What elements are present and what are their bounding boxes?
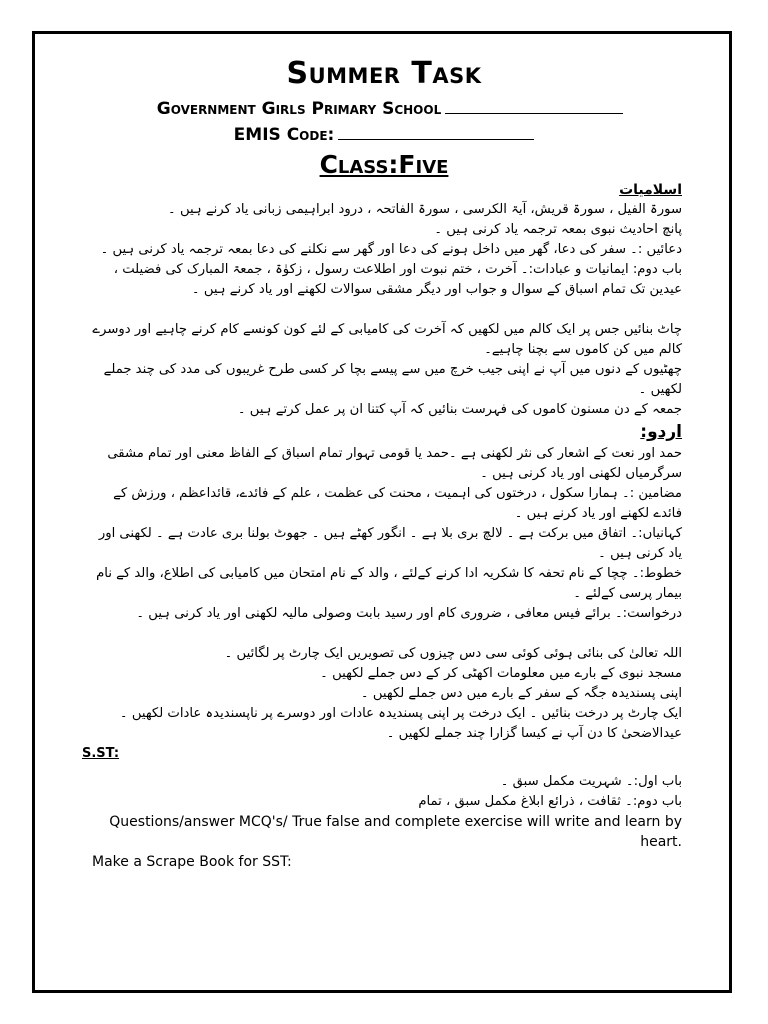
urdu-heading: اردو:	[640, 422, 682, 442]
spacer	[92, 300, 682, 320]
islamiat-heading: اسلامیات	[619, 182, 682, 198]
islamiat-line-4: باب دوم: ایمانیات و عبادات:۔ آخرت ، ختم نبوت اور اطلاعت رسول ، زکوٰۃ ، جمعۃ المبارک کی فضیلت ، عیدین تک تمام اسباق کے سوال و جواب اور دیگر مشقی سوالات لکھنے اور یاد کرنے ہیں ۔	[113, 262, 682, 297]
islamiat-line-6: چھٹیوں کے دنوں میں آپ نے اپنی جیب خرچ میں سے پیسے بچا کر کسی طرح غریبوں کی مدد کی چند جملے لکھیں ۔	[103, 362, 682, 397]
school-name: Government Girls Primary School	[156, 99, 442, 119]
school-name-blank	[445, 99, 623, 114]
urdu-line-2: مضامین :۔ ہمارا سکول ، درختوں کی اہمیت ، محنت کی عظمت ، علم کے فائدے، قائداعظم ، ورزش کے فائدے لکھنے اور یاد کرنے ہیں ۔	[113, 486, 682, 521]
islamiat-line-1: سورۃ الفیل ، سورۃ قریش، آیۃ الکرسی ، سورۃ الفاتحہ ، درود ابراہیمی زبانی یاد کرنے ہیں ۔	[168, 202, 682, 217]
class-heading: Class:Five	[319, 150, 449, 179]
spacer	[92, 624, 682, 644]
emis-code-blank	[338, 125, 534, 140]
task-content	[82, 180, 682, 872]
sst-questions: Questions/answer MCQ's/ True false and complete exercise will write and learn by heart.	[109, 814, 682, 850]
urdu-line-1: حمد اور نعت کے اشعار کی نثر لکھنی ہے ۔حمد یا قومی تہوار تمام اسباق کے الفاظ معنی اور تمام مشقی سرگرمیاں لکھنی اور یاد کرنی ہیں ۔	[107, 446, 682, 481]
emis-code-line	[40, 125, 728, 145]
sst-heading: S.ST:	[82, 746, 120, 761]
sst-line-2: باب دوم:۔ ثقافت ، ذرائع ابلاغ مکمل سبق ، تمام	[418, 794, 682, 809]
urdu-line-6: اللہ تعالیٰ کی بنائی ہوئی کوئی سی دس چیزوں کی تصویریں ایک چارٹ پر لگائیں ۔	[224, 646, 682, 661]
urdu-line-8: اپنی پسندیدہ جگہ کے سفر کے بارے میں دس جملے لکھیں ۔	[360, 686, 682, 701]
sst-scrapbook: Make a Scrape Book for SST:	[92, 854, 292, 870]
urdu-line-4: خطوط:۔ چچا کے نام تحفہ کا شکریہ ادا کرنے کےلئے ، والد کے نام امتحان میں کامیابی کی اطلاع، والد کے نام بیمار پرسی کےلئے ۔	[96, 566, 682, 601]
spacer	[92, 764, 682, 772]
urdu-line-10: عیدالاضحیٰ کا دن آپ نے کیسا گزارا چند جملے لکھیں ۔	[386, 726, 682, 741]
islamiat-line-2: پانچ احادیث نبوی بمعہ ترجمہ یاد کرنی ہیں ۔	[434, 222, 682, 237]
emis-code-label: EMIS Code:	[233, 125, 335, 145]
page-title: Summer Task	[286, 56, 482, 91]
islamiat-line-3: دعائیں :۔ سفر کی دعا، گھر میں داخل ہونے کی دعا اور گھر سے نکلنے کی دعا بمعہ ترجمہ یاد کرنی ہیں ۔	[100, 242, 682, 257]
urdu-line-7: مسجد نبوی کے بارے میں معلومات اکھٹی کر کے دس جملے لکھیں ۔	[320, 666, 682, 681]
urdu-line-3: کہانیاں:۔ اتفاق میں برکت ہے ۔ لالچ بری بلا ہے ۔ انگور کھٹے ہیں ۔ جھوٹ بولنا بری عادت ہے ۔ لکھنی اور یاد کرنی ہیں ۔	[98, 526, 682, 561]
urdu-line-5: درخواست:۔ برائے فیس معافی ، ضروری کام اور رسید بابت وصولی مالیہ لکھنی اور یاد کرنی ہیں ۔	[136, 606, 682, 621]
school-name-line	[52, 99, 728, 119]
islamiat-line-5: چاٹ بنائیں جس پر ایک کالم میں لکھیں کہ آخرت کی کامیابی کے لئے کون کونسے کام کرنے چاہیے اور دوسرے کالم میں کن کاموں سے بچنا چاہیے۔	[92, 322, 682, 357]
urdu-line-9: ایک چارٹ پر درخت بنائیں ۔ ایک درخت پر اپنی پسندیدہ عادات اور دوسرے پر ناپسندیدہ عادات لکھیں ۔	[119, 706, 682, 721]
sst-line-1: باب اول:۔ شہریت مکمل سبق ۔	[500, 774, 682, 789]
islamiat-line-7: جمعہ کے دن مسنون کاموں کی فہرست بنائیں کہ آپ کتنا ان پر عمل کرتے ہیں ۔	[237, 402, 682, 417]
